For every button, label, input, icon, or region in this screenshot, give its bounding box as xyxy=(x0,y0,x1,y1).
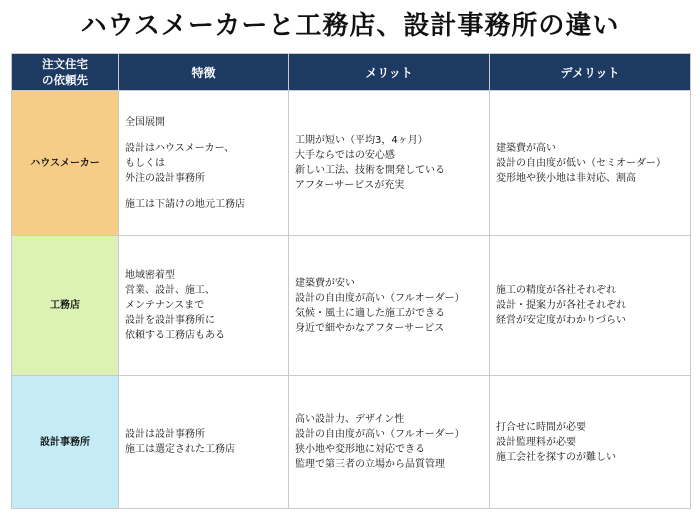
demerits-list xyxy=(496,141,684,186)
row-design-office xyxy=(12,376,691,509)
merits-list xyxy=(295,412,483,472)
list-item: 設計・提案力が各社それぞれ xyxy=(496,300,626,311)
features-cell xyxy=(119,376,289,509)
list-item: 設計の自由度が低い（セミオーダー） xyxy=(496,157,666,169)
demerits-cell xyxy=(490,376,691,509)
list-item: 変形地や狭小地は非対応、割高 xyxy=(496,172,636,184)
row-builder xyxy=(12,236,691,376)
list-item: 施工の精度が各社それぞれ xyxy=(496,285,616,296)
list-item: 建築費が安い xyxy=(295,277,355,289)
list-item: 設計を設計事務所に 依頼する工務店もある xyxy=(125,315,225,341)
row-header: 設計事務所 xyxy=(12,376,119,509)
list-item: 打合せに時間が必要 xyxy=(496,421,586,433)
demerits-cell xyxy=(490,236,691,376)
list-item: 気候・風土に適した施工ができる xyxy=(295,307,445,319)
row-house-maker xyxy=(12,91,691,236)
merits-cell xyxy=(289,91,490,236)
header-demerits: デメリット xyxy=(490,54,691,91)
list-item: 設計は設計事務所 xyxy=(125,429,205,440)
list-item: 設計の自由度が高い（フルオーダー） xyxy=(295,429,465,440)
list-item: 施工は下請けの地元工務店 xyxy=(125,198,245,210)
list-item: 監理で第三者の立場から品質管理 xyxy=(295,459,445,470)
header-merits: メリット xyxy=(289,54,490,91)
list-item: 施工会社を探すのが難しい xyxy=(496,451,616,463)
demerits-list xyxy=(496,420,684,465)
merits-cell xyxy=(289,236,490,376)
list-item: 設計はハウスメーカー、 もしくは 外注の設計事務所 xyxy=(125,142,235,184)
list-item: アフターサービスが充実 xyxy=(295,180,405,191)
list-item: 施工は選定された工務店 xyxy=(125,444,235,455)
features-list xyxy=(125,115,282,212)
list-item: 狭小地や変形地に対応できる xyxy=(295,444,425,455)
list-item: 営業、設計、施工、 メンテナンスまで xyxy=(125,285,215,311)
features-cell xyxy=(119,91,289,236)
list-item: 地域密着型 xyxy=(125,270,175,281)
row-header: 工務店 xyxy=(12,236,119,376)
row-header: ハウスメーカー xyxy=(12,91,119,236)
merits-list xyxy=(295,133,483,193)
list-item: 工期が短い（平均3，4ヶ月） xyxy=(295,135,428,146)
demerits-list xyxy=(496,283,684,328)
features-cell xyxy=(119,236,289,376)
header-corner-label: 注文住宅 の依頼先 xyxy=(42,57,88,87)
list-item: 高い設計力、デザイン性 xyxy=(295,414,405,425)
features-list xyxy=(125,268,282,343)
comparison-table xyxy=(11,53,691,509)
list-item: 身近で細やかなアフターサービス xyxy=(295,322,445,334)
header-features: 特徴 xyxy=(119,54,289,91)
merits-list xyxy=(295,276,483,336)
merits-cell xyxy=(289,376,490,509)
list-item: 経営が安定度がわかりづらい xyxy=(496,315,626,326)
page-title: ハウスメーカーと工務店、設計事務所の違い xyxy=(80,10,620,41)
list-item: 設計の自由度が高い（フルオーダー） xyxy=(295,292,465,304)
list-item: 設計監理料が必要 xyxy=(496,436,576,448)
list-item: 大手ならではの安心感 xyxy=(295,150,395,161)
list-item: 全国展開 xyxy=(125,116,165,128)
list-item: 新しい工法、技術を開発している xyxy=(295,165,445,176)
features-list xyxy=(125,427,282,457)
header-corner xyxy=(12,54,119,91)
header-row xyxy=(12,54,691,91)
list-item: 建築費が高い xyxy=(496,142,556,154)
demerits-cell xyxy=(490,91,691,236)
